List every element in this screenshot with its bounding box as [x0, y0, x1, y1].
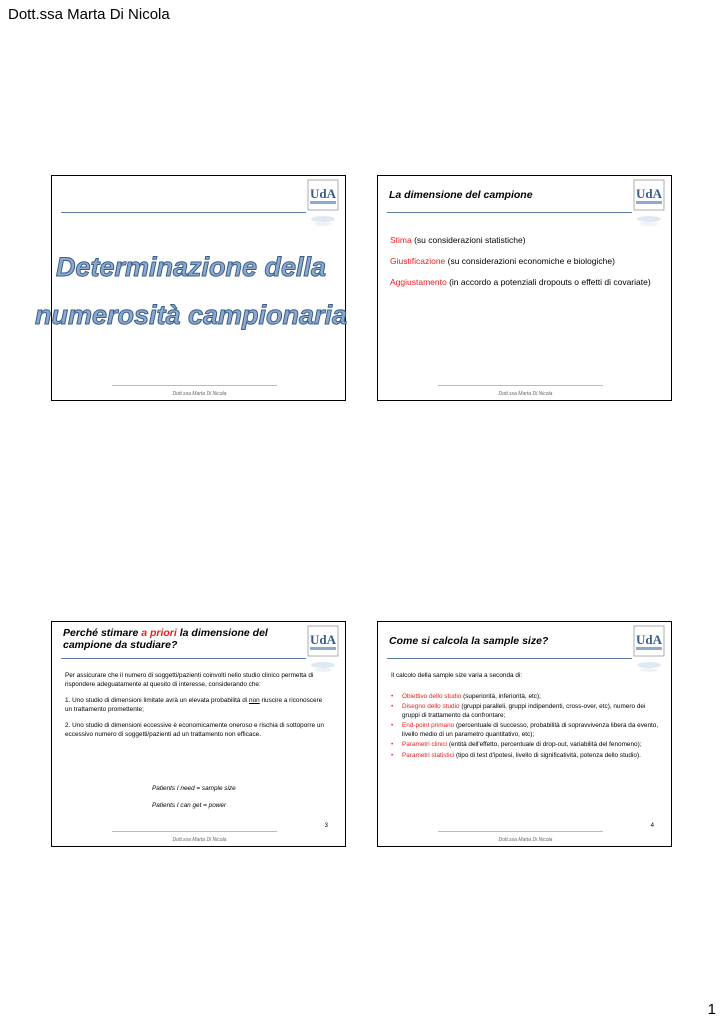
slide-title: La dimensione del campione: [389, 189, 533, 201]
wordart-title: [34, 236, 348, 346]
university-logo: [633, 179, 665, 229]
quote-1: Patients I need = sample size: [152, 785, 236, 792]
title-underline: [387, 658, 632, 659]
footer-text: Dott.ssa Marta Di Nicola: [498, 391, 553, 397]
item-term: Aggiustamento: [390, 277, 447, 287]
list-item: • Disegno dello studio (gruppi paralleli, gruppi indipendenti, cross-over, etc), numero dei gruppi di trattamento da confrontare;: [391, 703, 659, 720]
list-item: [390, 255, 660, 267]
slide-4: [377, 621, 672, 847]
slide-body: [390, 234, 660, 297]
point-2: 2. Uno studio di dimensioni eccessive è economicamente oneroso e rischia di sottoporre un eccessivo numero di soggetti/pazienti ad un trattamento non efficace.: [65, 722, 324, 738]
list-item: • Obiettivo dello studio (superiorità, inferiorità, etc);: [391, 693, 659, 702]
slide-body: [391, 672, 659, 762]
university-logo: [307, 179, 339, 229]
wordart-line-1: Determinazione della: [55, 252, 327, 282]
intro-text: Il calcolo della sample size varia a seconda di:: [391, 672, 523, 679]
wordart-line-2: numerosità campionaria: [34, 300, 348, 330]
title-underline: [61, 658, 306, 659]
intro-text: Per assicurare che il numero di soggetti/pazienti coinvolti nello studio clinico permetta di rispondere adeguatamente al quesito di interesse, considerando che:: [65, 672, 314, 688]
footer-line: [438, 385, 603, 386]
slide-title: Come si calcola la sample size?: [389, 635, 549, 647]
slide-1: [34, 175, 348, 401]
list-item: • Parametri statistici (tipo di test d'ipotesi, livello di significatività, potenza dello studio).: [391, 752, 659, 761]
footer-text: Dott.ssa Marta Di Nicola: [172, 391, 227, 397]
slide-body: [65, 672, 330, 747]
logo-text: UdA: [635, 632, 663, 647]
university-logo: [307, 625, 339, 675]
list-item: • Parametri clinici (entità dell'effetto, percentuale di drop-out, variabilità del fenomeno);: [391, 741, 659, 750]
logo-text: UdA: [309, 632, 337, 647]
logo-text: UdA: [309, 186, 337, 201]
point-1: 1. Uno studio di dimensioni limitate avrà un elevata probabilità di non riuscire a riconoscere un trattamento promettente;: [65, 697, 323, 713]
page-header-author: Dott.ssa Marta Di Nicola: [8, 6, 170, 23]
slide-3: [51, 621, 346, 847]
item-term: Stima: [390, 235, 412, 245]
slide-number: 3: [324, 823, 328, 829]
footer-text: Dott.ssa Marta Di Nicola: [498, 837, 553, 843]
list-item: [390, 234, 660, 246]
footer-line: [112, 831, 277, 832]
item-text: (su considerazioni statistiche): [411, 235, 526, 245]
logo-text: UdA: [635, 186, 663, 201]
slide-2: [377, 175, 672, 401]
item-text: (in accordo a potenziali dropouts o effetti di covariate): [446, 277, 651, 287]
footer-text: Dott.ssa Marta Di Nicola: [172, 837, 227, 843]
page-number: 1: [707, 1001, 716, 1018]
slide-number: 4: [650, 823, 654, 829]
item-text: (su considerazioni economiche e biologiche): [445, 256, 615, 266]
footer-line: [112, 385, 277, 386]
bullet-list: [391, 693, 659, 761]
item-term: Giustificazione: [390, 256, 446, 266]
title-underline: [387, 212, 632, 213]
title-highlight: a priori: [141, 627, 177, 639]
title-underline: [61, 212, 306, 213]
list-item: • End-point primario (percentuale di successo, probabilità di sopravvivenza libera da evento, livello medio di un parametro quantitativo, etc);: [391, 722, 659, 739]
slide-title: Perché stimare a priori la dimensione del campione da studiare?: [63, 627, 268, 651]
quote-2: Patients I can get = power: [152, 802, 227, 809]
university-logo: [633, 625, 665, 675]
footer-line: [438, 831, 603, 832]
list-item: [390, 276, 660, 288]
